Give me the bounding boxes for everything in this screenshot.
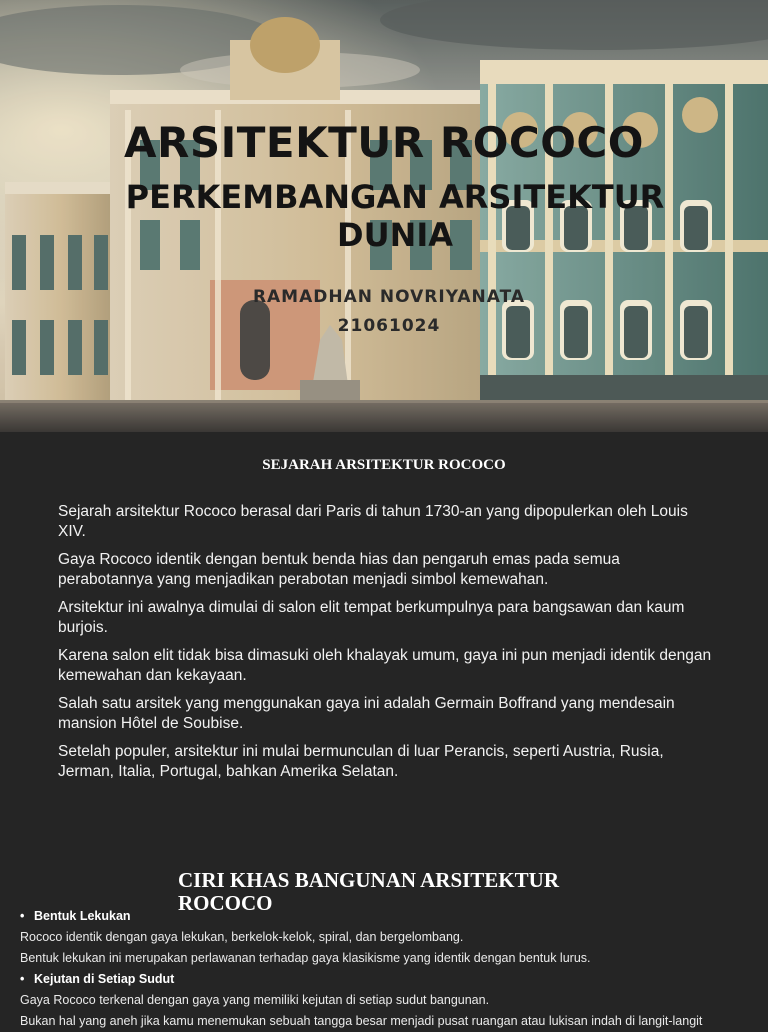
history-paragraph: Karena salon elit tidak bisa dimasuki oleh khalayak umum, gaya ini pun menjadi identik dengan kemewahan dan kekayaan.	[58, 647, 712, 684]
history-paragraph-list	[58, 502, 718, 790]
history-slide	[0, 432, 768, 832]
presentation-subtitle: PERKEMBANGAN ARSITEKTUR DUNIA	[125, 178, 665, 254]
history-paragraph: Sejarah arsitektur Rococo berasal dari Paris di tahun 1730-an yang dipopulerkan oleh Louis XIV.	[58, 503, 688, 540]
title-slide	[0, 0, 768, 432]
feature-description: Gaya Rococo terkenal dengan gaya yang memiliki kejutan di setiap sudut bangunan.	[20, 993, 490, 1007]
features-list	[20, 906, 760, 1032]
feature-item-heading	[20, 969, 760, 990]
bullet-icon: •	[20, 972, 25, 986]
feature-item-heading	[20, 906, 760, 927]
history-paragraph: Gaya Rococo identik dengan bentuk benda hias dan pengaruh emas pada semua perabotannya yang menjadikan perabotan menjadi simbol kemewahan.	[58, 551, 620, 588]
bullet-icon: •	[20, 909, 25, 923]
feature-description: Bukan hal yang aneh jika kamu menemukan sebuah tangga besar menjadi pusat ruangan atau lukisan indah di langit-langit	[20, 1014, 703, 1028]
feature-description: Bentuk lekukan ini merupakan perlawanan terhadap gaya klasikisme yang identik dengan bentuk lurus.	[20, 951, 591, 965]
student-id: 21061024	[337, 316, 441, 336]
features-slide	[0, 832, 768, 1028]
feature-title: Kejutan di Setiap Sudut	[34, 972, 175, 986]
history-paragraph: Setelah populer, arsitektur ini mulai bermunculan di luar Perancis, seperti Austria, Rusia, Jerman, Italia, Portugal, bahkan Amerika Selatan.	[58, 743, 664, 780]
history-paragraph: Salah satu arsitek yang menggunakan gaya ini adalah Germain Boffrand yang mendesain mansion Hôtel de Soubise.	[58, 695, 675, 732]
history-heading: SEJARAH ARSITEKTUR ROCOCO	[262, 457, 506, 473]
feature-description: Rococo identik dengan gaya lekukan, berkelok-kelok, spiral, dan bergelombang.	[20, 930, 464, 944]
features-heading: CIRI KHAS BANGUNAN ARSITEKTUR ROCOCO	[178, 868, 559, 915]
author-name: RAMADHAN NOVRIYANATA	[252, 287, 526, 307]
presentation-title: ARSITEKTUR ROCOCO	[124, 118, 644, 167]
feature-title: Bentuk Lekukan	[34, 909, 131, 923]
history-paragraph: Arsitektur ini awalnya dimulai di salon elit tempat berkumpulnya para bangsawan dan kaum burjois.	[58, 599, 685, 636]
